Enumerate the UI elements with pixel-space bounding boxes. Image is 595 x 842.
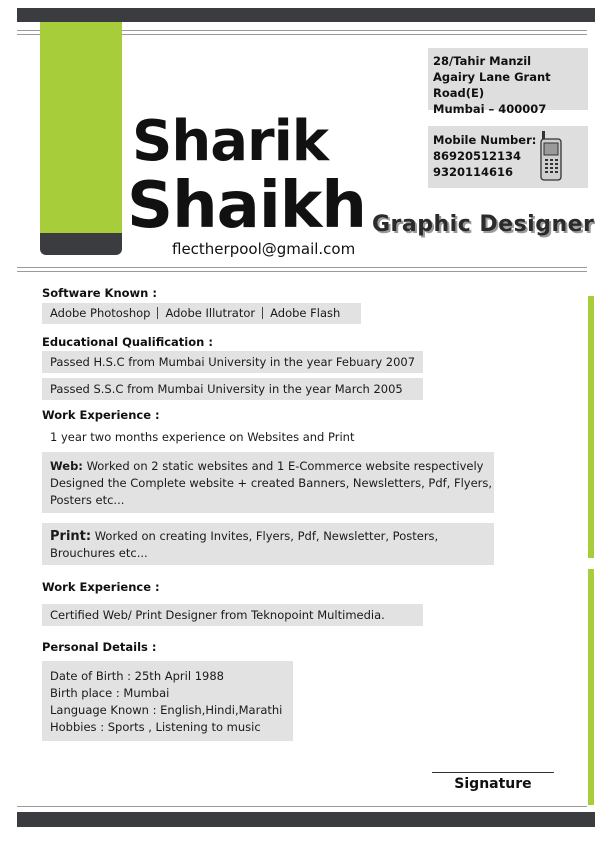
software-item: Adobe Photoshop: [50, 306, 151, 320]
address-line-3: Mumbai – 400007: [433, 102, 547, 116]
email: flectherpool@gmail.com: [172, 240, 356, 258]
web-experience-card: [42, 452, 494, 513]
first-name: Sharik: [132, 109, 329, 174]
software-item: Adobe Illutrator: [165, 306, 256, 320]
address-line-1: 28/Tahir Manzil: [433, 54, 532, 68]
software-list: [42, 303, 361, 324]
work-summary: 1 year two months experience on Websites and Print: [50, 430, 355, 444]
accent-block-base: [40, 233, 122, 255]
personal-hobbies: Hobbies : Sports , Listening to music: [50, 720, 261, 734]
section-rule-1: [17, 267, 587, 268]
software-item: Adobe Flash: [270, 306, 341, 320]
software-heading: Software Known :: [42, 286, 157, 300]
personal-card: [42, 661, 293, 741]
certification-text: Certified Web/ Print Designer from Teknopoint Multimedia.: [50, 608, 385, 622]
signature-label: Signature: [454, 776, 532, 792]
phone-2: 9320114616: [433, 165, 514, 179]
print-text: Worked on creating Invites, Flyers, Pdf, Newsletter, Posters,: [94, 529, 439, 543]
bottom-rule: [17, 806, 587, 807]
personal-heading: Personal Details :: [42, 640, 157, 654]
mobile-phone-icon: [540, 131, 562, 181]
web-label: Web:: [50, 459, 83, 473]
signature-line: [432, 772, 554, 773]
side-accent-2: [588, 569, 594, 805]
print-text: Brouchures etc...: [50, 546, 148, 560]
contact-card: [428, 126, 588, 188]
personal-dob: Date of Birth : 25th April 1988: [50, 669, 224, 683]
education-item: [42, 378, 423, 400]
job-title: Graphic Designer: [372, 212, 595, 237]
mobile-label: Mobile Number:: [433, 133, 537, 147]
web-text: Worked on 2 static websites and 1 E-Commerce website respectively: [86, 459, 484, 473]
work2-heading: Work Experience :: [42, 580, 160, 594]
web-text: Posters etc...: [50, 493, 125, 507]
top-bar: [17, 8, 595, 22]
phone-1: 86920512134: [433, 149, 522, 163]
address-line-2: Agairy Lane Grant Road(E): [433, 70, 551, 100]
print-experience-card: [42, 523, 494, 565]
divider: [262, 307, 263, 319]
accent-block: [40, 22, 122, 235]
personal-languages: Language Known : English,Hindi,Marathi: [50, 703, 283, 717]
address-card: [428, 48, 588, 116]
education-heading: Educational Qualification :: [42, 335, 213, 349]
divider: [157, 307, 158, 319]
education-item: [42, 351, 423, 373]
section-rule-2: [17, 271, 587, 272]
education-text: Passed S.S.C from Mumbai University in the year March 2005: [50, 382, 403, 396]
education-text: Passed H.S.C from Mumbai University in the year Febuary 2007: [50, 355, 416, 369]
personal-birthplace: Birth place : Mumbai: [50, 686, 170, 700]
web-text: Designed the Complete website + created Banners, Newsletters, Pdf, Flyers,: [50, 476, 493, 490]
bottom-bar: [17, 812, 595, 827]
last-name: Shaikh: [127, 169, 366, 243]
work-heading: Work Experience :: [42, 408, 160, 422]
print-label: Print:: [50, 529, 92, 544]
certification-card: [42, 604, 423, 626]
side-accent-1: [588, 296, 594, 558]
